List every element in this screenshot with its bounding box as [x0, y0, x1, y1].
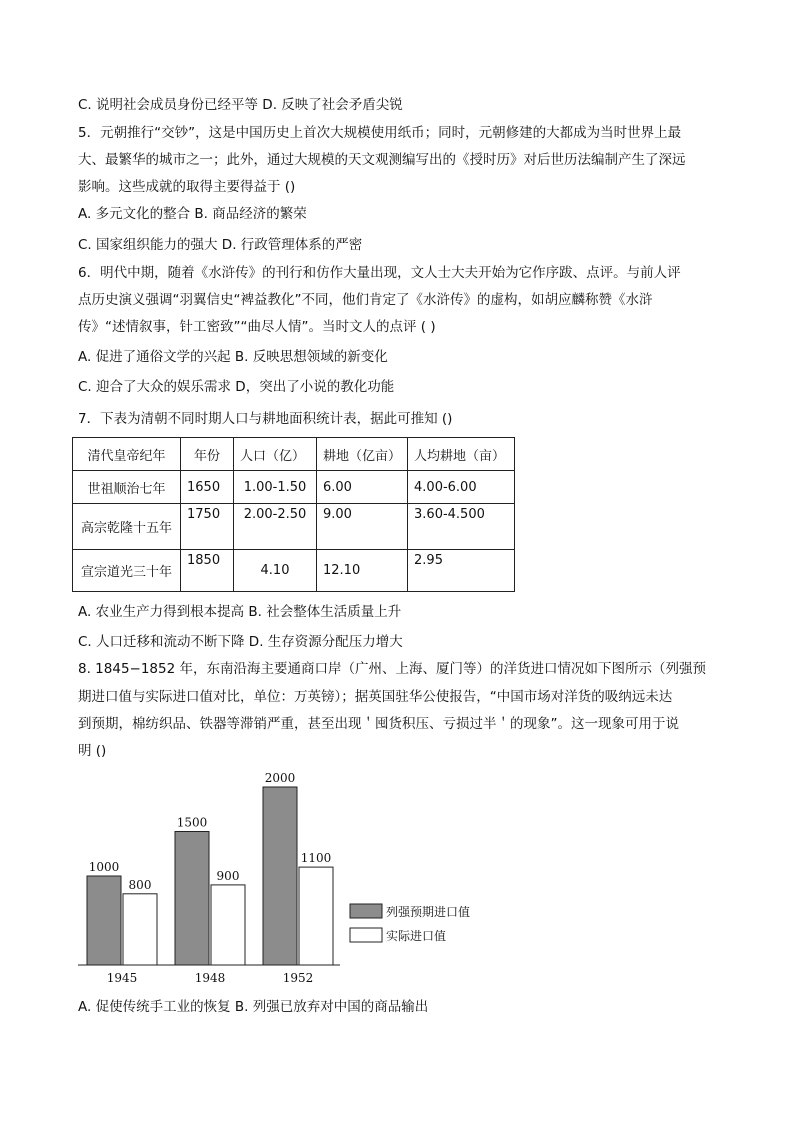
- table-cell: 2.95: [408, 550, 515, 592]
- import-bar-chart: [78, 770, 498, 990]
- table-header-cell: 人均耕地（亩）: [408, 438, 515, 471]
- q8-stem-line2: 期进口值与实际进口值对比，单位：万英镑）；据英国驻华公使报告，“中国市场对洋货的吸纳远未达: [78, 689, 673, 705]
- legend-swatch: [350, 904, 382, 918]
- data-label: 2000: [264, 771, 296, 785]
- population-farmland-table: [72, 437, 515, 592]
- q7-stem: 7．下表为清朝不同时期人口与耕地面积统计表，据此可推知 (): [78, 411, 453, 427]
- data-label: 1100: [300, 851, 332, 866]
- table-cell: 1.00-1.50: [234, 471, 317, 504]
- q6-options-cd: C. 迎合了大众的娱乐需求 D，突出了小说的教化功能: [78, 379, 395, 395]
- table-header-cell: 耕地（亿亩）: [317, 438, 408, 471]
- bar-expected: [175, 832, 209, 966]
- table-cell: 3.60-4.500: [408, 504, 515, 550]
- q4-options-cd: C. 说明社会成员身份已经平等 D. 反映了社会矛盾尖锐: [78, 97, 403, 113]
- x-tick-label: 1945: [106, 971, 138, 985]
- q8-stem-line4: 明 (): [78, 743, 107, 759]
- table-cell: 1750: [181, 504, 234, 550]
- table-header-cell: 年份: [181, 438, 234, 471]
- table-cell: 9.00: [317, 504, 408, 550]
- x-tick-label: 1952: [282, 971, 314, 985]
- q6-stem-line1: 6．明代中期，随着《水浒传》的刊行和仿作大量出现，文人士大夫开始为它作序跋、点评。与前人评: [78, 265, 681, 281]
- data-label: 900: [216, 868, 240, 883]
- q5-options-ab: A. 多元文化的整合 B. 商品经济的繁荣: [78, 206, 307, 222]
- bar-actual: [299, 867, 333, 965]
- q6-stem-line3: 传》“述情叙事，针工密致”“曲尽人情”。当时文人的点评 ( ): [78, 319, 436, 335]
- legend-label: 实际进口值: [386, 929, 447, 943]
- bar-actual: [123, 894, 157, 965]
- q6-stem-line2: 点历史演义强调“羽翼信史“裨益教化”不同，他们肯定了《水浒传》的虚构，如胡应麟称赞《水浒: [78, 292, 653, 308]
- q7-options-cd: C. 人口迁移和流动不断下降 D. 生存资源分配压力增大: [78, 634, 403, 650]
- bar-expected: [87, 876, 121, 965]
- table-row: [73, 504, 515, 550]
- bar-actual: [211, 885, 245, 965]
- legend-swatch: [350, 928, 382, 942]
- q6-options-ab: A. 促进了通俗文学的兴起 B. 反映思想领域的新变化: [78, 349, 388, 365]
- table-cell: 6.00: [317, 471, 408, 504]
- data-label: 1500: [176, 815, 208, 830]
- table-cell: 4.00-6.00: [408, 471, 515, 504]
- q7-options-ab: A. 农业生产力得到根本提高 B. 社会整体生活质量上升: [78, 604, 402, 620]
- table-cell: 宣宗道光三十年: [73, 550, 181, 592]
- table-cell: 1850: [181, 550, 234, 592]
- q5-stem-line3: 影响。这些成就的取得主要得益于 (): [78, 179, 296, 195]
- table-header-cell: 清代皇帝纪年: [73, 438, 181, 471]
- q5-stem-line1: 5．元朝推行“交钞”，这是中国历史上首次大规模使用纸币；同时，元朝修建的大都成为当时世界上最: [78, 125, 682, 141]
- q8-options-ab: A. 促使传统手工业的恢复 B. 列强已放弃对中国的商品输出: [78, 999, 429, 1015]
- table-cell: 4.10: [234, 550, 317, 592]
- q8-stem-line1: 8. 1845−1852 年，东南沿海主要通商口岸（广州、上海、厦门等）的洋货进口情况如下图所示（列强预: [78, 661, 706, 677]
- table-cell: 世祖顺治七年: [73, 471, 181, 504]
- x-tick-label: 1948: [194, 971, 226, 985]
- legend-label: 列强预期进口值: [386, 905, 471, 919]
- table-cell: 高宗乾隆十五年: [73, 504, 181, 550]
- q5-options-cd: C. 国家组织能力的强大 D. 行政管理体系的严密: [78, 237, 363, 253]
- bar-expected: [263, 787, 297, 965]
- table-cell: 12.10: [317, 550, 408, 592]
- data-label: 1000: [88, 860, 120, 874]
- table-row: [73, 550, 515, 592]
- data-label: 800: [128, 877, 152, 892]
- table-header-cell: 人口（亿）: [234, 438, 317, 471]
- table-cell: 1650: [181, 471, 234, 504]
- table-header-row: [73, 438, 515, 471]
- table-cell: 2.00-2.50: [234, 504, 317, 550]
- q8-stem-line3: 到预期，棉纺织品、铁器等滞销严重，甚至出现＇囤货积压、亏损过半＇的现象”。这一现象可用于说: [78, 716, 679, 732]
- q5-stem-line2: 大、最繁华的城市之一；此外，通过大规模的天文观测编写出的《授时历》对后世历法编制产生了深远: [78, 152, 686, 168]
- table-row: [73, 471, 515, 504]
